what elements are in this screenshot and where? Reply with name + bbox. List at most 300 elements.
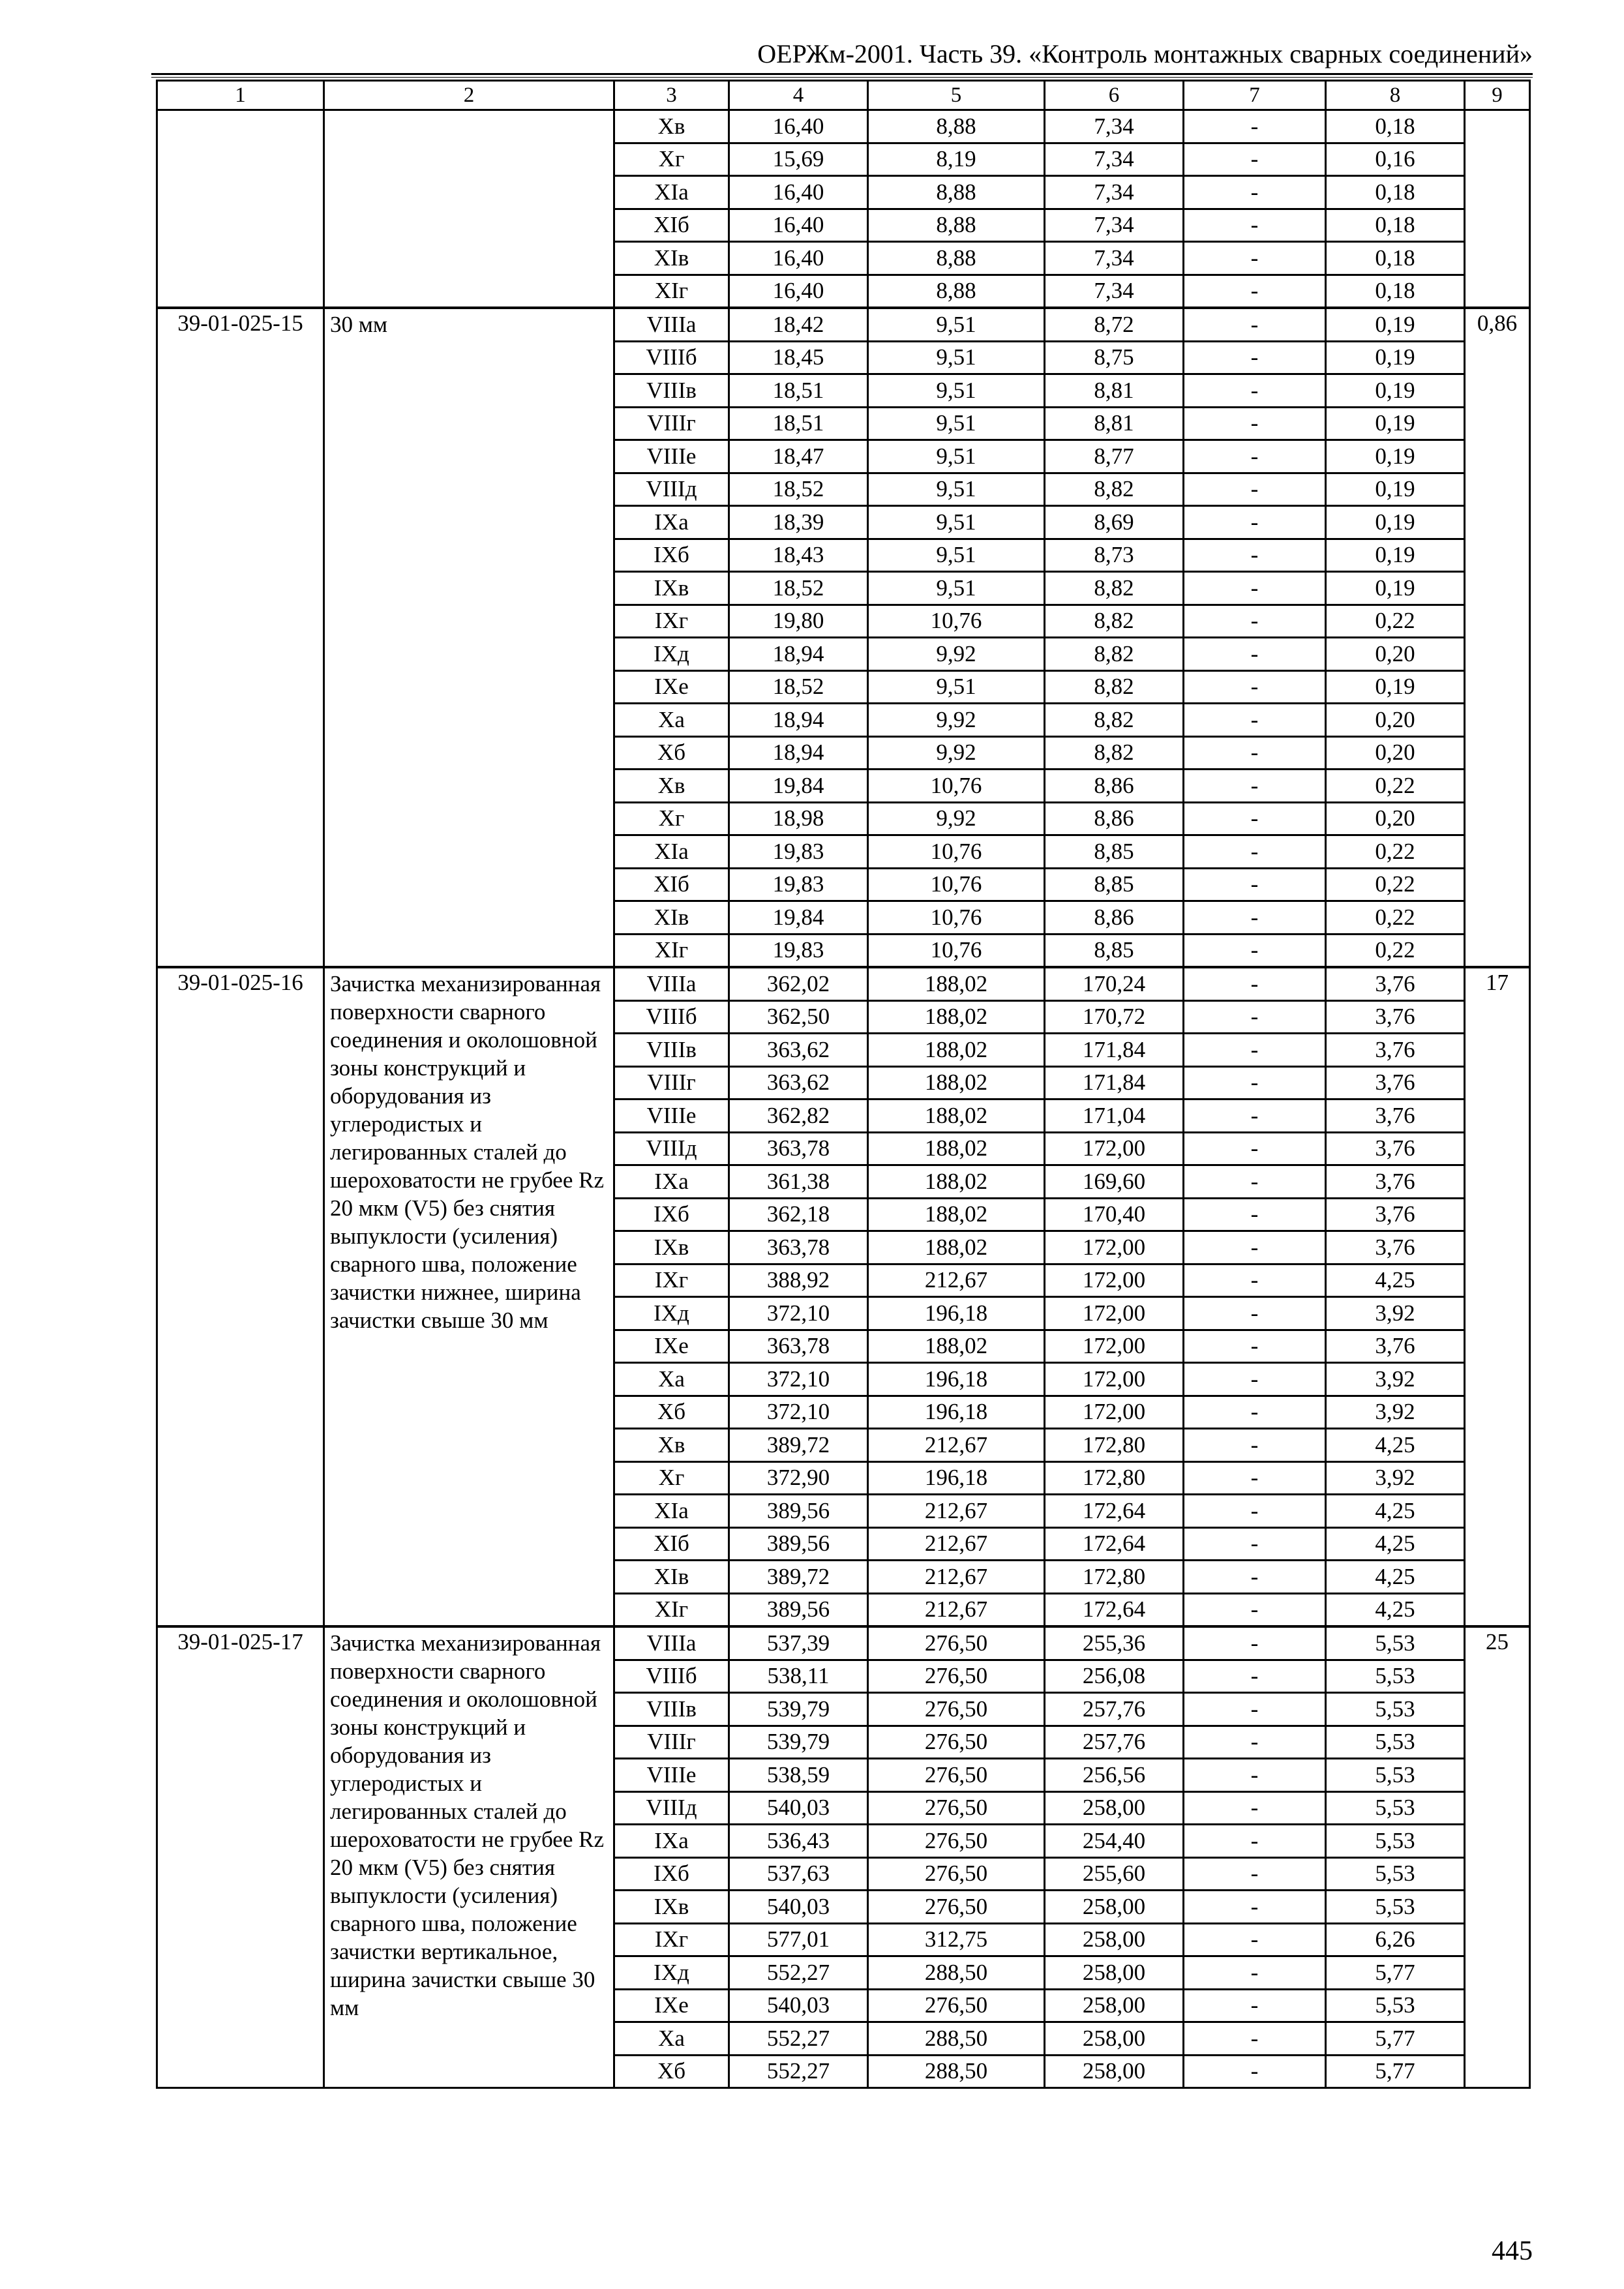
value-col7-cell: - xyxy=(1184,802,1326,835)
value-col5-cell: 188,02 xyxy=(868,967,1045,1000)
value-col6-cell: 8,82 xyxy=(1045,605,1184,638)
value-col6-cell: 172,00 xyxy=(1045,1363,1184,1396)
value-col4-cell: 18,52 xyxy=(729,572,868,605)
value-col8-cell: 3,76 xyxy=(1326,1000,1465,1034)
value-col8-cell: 0,19 xyxy=(1326,308,1465,341)
value-col4-cell: 540,03 xyxy=(729,1891,868,1924)
value-col8-cell: 5,77 xyxy=(1326,2055,1465,2088)
value-col8-cell: 0,19 xyxy=(1326,374,1465,408)
column-number: 8 xyxy=(1326,81,1465,110)
value-col6-cell: 7,34 xyxy=(1045,143,1184,176)
grade-cell: Хв xyxy=(614,110,729,143)
value-col6-cell: 7,34 xyxy=(1045,275,1184,308)
value-col7-cell: - xyxy=(1184,143,1326,176)
value-col8-cell: 5,53 xyxy=(1326,1693,1465,1726)
grade-cell: XIа xyxy=(614,176,729,209)
grade-cell: VIIIд xyxy=(614,1791,729,1825)
value-col6-cell: 256,56 xyxy=(1045,1759,1184,1792)
column-number: 1 xyxy=(157,81,324,110)
value-col5-cell: 9,51 xyxy=(868,572,1045,605)
column9-value-cell xyxy=(1465,110,1530,308)
value-col6-cell: 8,75 xyxy=(1045,341,1184,374)
value-col5-cell: 9,92 xyxy=(868,638,1045,671)
value-col6-cell: 172,64 xyxy=(1045,1593,1184,1626)
value-col8-cell: 3,76 xyxy=(1326,1330,1465,1363)
value-col6-cell: 171,84 xyxy=(1045,1066,1184,1100)
grade-cell: IXа xyxy=(614,1825,729,1858)
value-col4-cell: 363,78 xyxy=(729,1231,868,1264)
value-col4-cell: 539,79 xyxy=(729,1693,868,1726)
value-col5-cell: 9,51 xyxy=(868,473,1045,506)
value-col8-cell: 5,53 xyxy=(1326,1857,1465,1891)
value-col4-cell: 16,40 xyxy=(729,275,868,308)
value-col5-cell: 312,75 xyxy=(868,1923,1045,1956)
grade-cell: Хб xyxy=(614,736,729,770)
value-col8-cell: 3,76 xyxy=(1326,1132,1465,1165)
value-col6-cell: 258,00 xyxy=(1045,1891,1184,1924)
value-col5-cell: 212,67 xyxy=(868,1561,1045,1594)
grade-cell: IXб xyxy=(614,539,729,572)
value-col7-cell: - xyxy=(1184,1495,1326,1528)
value-col8-cell: 0,20 xyxy=(1326,638,1465,671)
value-col4-cell: 552,27 xyxy=(729,1956,868,1990)
value-col7-cell: - xyxy=(1184,1066,1326,1100)
value-col4-cell: 19,84 xyxy=(729,901,868,935)
grade-cell: XIа xyxy=(614,835,729,869)
value-col5-cell: 8,88 xyxy=(868,176,1045,209)
value-col8-cell: 5,53 xyxy=(1326,1626,1465,1660)
grade-cell: VIIIб xyxy=(614,341,729,374)
value-col8-cell: 0,19 xyxy=(1326,572,1465,605)
work-description-cell: Зачистка механизированная поверхности сварного соединения и околошовной зоны конструкций и оборудования из углеродистых и легированных сталей до шероховатости не грубее Rz 20 мкм (V5) без снятия выпуклости (усиления) сварного шва, положение зачистки нижнее, ширина зачистки свыше 30 мм xyxy=(324,967,614,1626)
value-col5-cell: 10,76 xyxy=(868,835,1045,869)
value-col6-cell: 8,85 xyxy=(1045,868,1184,901)
grade-cell: XIа xyxy=(614,1495,729,1528)
value-col5-cell: 8,88 xyxy=(868,275,1045,308)
value-col7-cell: - xyxy=(1184,901,1326,935)
value-col8-cell: 3,92 xyxy=(1326,1297,1465,1330)
value-col5-cell: 212,67 xyxy=(868,1593,1045,1626)
value-col6-cell: 172,00 xyxy=(1045,1132,1184,1165)
value-col7-cell: - xyxy=(1184,736,1326,770)
value-col8-cell: 0,16 xyxy=(1326,143,1465,176)
value-col6-cell: 255,60 xyxy=(1045,1857,1184,1891)
value-col6-cell: 172,00 xyxy=(1045,1297,1184,1330)
value-col7-cell: - xyxy=(1184,1231,1326,1264)
value-col7-cell: - xyxy=(1184,1989,1326,2022)
value-col5-cell: 212,67 xyxy=(868,1264,1045,1297)
value-col4-cell: 18,94 xyxy=(729,704,868,737)
grade-cell: VIIIа xyxy=(614,308,729,341)
value-col4-cell: 552,27 xyxy=(729,2055,868,2088)
value-col7-cell: - xyxy=(1184,934,1326,967)
value-col7-cell: - xyxy=(1184,2022,1326,2056)
value-col5-cell: 212,67 xyxy=(868,1495,1045,1528)
value-col7-cell: - xyxy=(1184,1297,1326,1330)
value-col8-cell: 0,19 xyxy=(1326,407,1465,440)
value-col7-cell: - xyxy=(1184,967,1326,1000)
value-col7-cell: - xyxy=(1184,1660,1326,1693)
value-col6-cell: 170,24 xyxy=(1045,967,1184,1000)
value-col5-cell: 188,02 xyxy=(868,1330,1045,1363)
column9-value-cell: 17 xyxy=(1465,967,1530,1626)
value-col7-cell: - xyxy=(1184,835,1326,869)
value-col8-cell: 3,92 xyxy=(1326,1396,1465,1429)
grade-cell: XIг xyxy=(614,1593,729,1626)
grade-cell: VIIIв xyxy=(614,1693,729,1726)
value-col7-cell: - xyxy=(1184,868,1326,901)
value-col6-cell: 172,80 xyxy=(1045,1561,1184,1594)
grade-cell: Хг xyxy=(614,1461,729,1495)
table-row xyxy=(157,110,1530,143)
value-col5-cell: 276,50 xyxy=(868,1891,1045,1924)
value-col8-cell: 4,25 xyxy=(1326,1593,1465,1626)
value-col6-cell: 255,36 xyxy=(1045,1626,1184,1660)
value-col7-cell: - xyxy=(1184,1132,1326,1165)
value-col7-cell: - xyxy=(1184,440,1326,473)
value-col4-cell: 538,59 xyxy=(729,1759,868,1792)
value-col4-cell: 363,62 xyxy=(729,1034,868,1067)
grade-cell: Хг xyxy=(614,802,729,835)
value-col4-cell: 363,62 xyxy=(729,1066,868,1100)
value-col8-cell: 5,77 xyxy=(1326,2022,1465,2056)
grade-cell: VIIIг xyxy=(614,1726,729,1759)
value-col8-cell: 0,19 xyxy=(1326,440,1465,473)
value-col5-cell: 9,51 xyxy=(868,506,1045,539)
value-col8-cell: 0,18 xyxy=(1326,209,1465,242)
value-col5-cell: 276,50 xyxy=(868,1693,1045,1726)
value-col5-cell: 276,50 xyxy=(868,1857,1045,1891)
grade-cell: IXг xyxy=(614,1923,729,1956)
value-col6-cell: 8,82 xyxy=(1045,736,1184,770)
rate-code-cell: 39-01-025-17 xyxy=(157,1626,324,2088)
value-col6-cell: 169,60 xyxy=(1045,1165,1184,1199)
grade-cell: VIIIе xyxy=(614,440,729,473)
grade-cell: IXб xyxy=(614,1198,729,1231)
grade-cell: XIв xyxy=(614,901,729,935)
value-col6-cell: 8,82 xyxy=(1045,704,1184,737)
rate-code-cell: 39-01-025-16 xyxy=(157,967,324,1626)
header-rule-thick xyxy=(151,73,1533,75)
value-col7-cell: - xyxy=(1184,1461,1326,1495)
value-col7-cell: - xyxy=(1184,1034,1326,1067)
value-col6-cell: 172,64 xyxy=(1045,1527,1184,1561)
value-col6-cell: 257,76 xyxy=(1045,1726,1184,1759)
grade-cell: VIIIг xyxy=(614,407,729,440)
value-col6-cell: 258,00 xyxy=(1045,1989,1184,2022)
value-col6-cell: 8,77 xyxy=(1045,440,1184,473)
value-col4-cell: 362,82 xyxy=(729,1100,868,1133)
value-col6-cell: 8,82 xyxy=(1045,670,1184,704)
value-col4-cell: 18,39 xyxy=(729,506,868,539)
grade-cell: VIIIд xyxy=(614,473,729,506)
value-col7-cell: - xyxy=(1184,605,1326,638)
column-number: 7 xyxy=(1184,81,1326,110)
value-col4-cell: 19,80 xyxy=(729,605,868,638)
grade-cell: VIIIе xyxy=(614,1100,729,1133)
value-col7-cell: - xyxy=(1184,1264,1326,1297)
grade-cell: Хб xyxy=(614,2055,729,2088)
value-col4-cell: 361,38 xyxy=(729,1165,868,1199)
page-number: 445 xyxy=(1492,2236,1533,2266)
value-col5-cell: 9,51 xyxy=(868,440,1045,473)
value-col8-cell: 6,26 xyxy=(1326,1923,1465,1956)
value-col4-cell: 389,72 xyxy=(729,1429,868,1462)
value-col7-cell: - xyxy=(1184,1825,1326,1858)
value-col5-cell: 10,76 xyxy=(868,605,1045,638)
value-col7-cell: - xyxy=(1184,539,1326,572)
value-col7-cell: - xyxy=(1184,308,1326,341)
value-col4-cell: 18,94 xyxy=(729,638,868,671)
value-col8-cell: 0,18 xyxy=(1326,176,1465,209)
value-col5-cell: 9,51 xyxy=(868,374,1045,408)
value-col5-cell: 9,92 xyxy=(868,704,1045,737)
grade-cell: IXв xyxy=(614,1231,729,1264)
value-col7-cell: - xyxy=(1184,1956,1326,1990)
value-col8-cell: 0,19 xyxy=(1326,506,1465,539)
value-col8-cell: 3,92 xyxy=(1326,1363,1465,1396)
value-col7-cell: - xyxy=(1184,1726,1326,1759)
value-col8-cell: 4,25 xyxy=(1326,1429,1465,1462)
value-col6-cell: 172,64 xyxy=(1045,1495,1184,1528)
value-col5-cell: 9,51 xyxy=(868,308,1045,341)
value-col8-cell: 0,20 xyxy=(1326,736,1465,770)
value-col5-cell: 196,18 xyxy=(868,1297,1045,1330)
value-col4-cell: 19,83 xyxy=(729,868,868,901)
value-col8-cell: 5,77 xyxy=(1326,1956,1465,1990)
value-col5-cell: 196,18 xyxy=(868,1461,1045,1495)
value-col5-cell: 276,50 xyxy=(868,1626,1045,1660)
value-col5-cell: 212,67 xyxy=(868,1429,1045,1462)
value-col5-cell: 188,02 xyxy=(868,1165,1045,1199)
value-col7-cell: - xyxy=(1184,1396,1326,1429)
column-number-row xyxy=(157,81,1530,110)
value-col6-cell: 8,73 xyxy=(1045,539,1184,572)
value-col7-cell: - xyxy=(1184,2055,1326,2088)
value-col5-cell: 276,50 xyxy=(868,1825,1045,1858)
value-col8-cell: 0,22 xyxy=(1326,934,1465,967)
value-col6-cell: 7,34 xyxy=(1045,176,1184,209)
value-col6-cell: 8,82 xyxy=(1045,473,1184,506)
value-col5-cell: 288,50 xyxy=(868,1956,1045,1990)
grade-cell: VIIIг xyxy=(614,1066,729,1100)
value-col4-cell: 16,40 xyxy=(729,242,868,275)
value-col5-cell: 188,02 xyxy=(868,1066,1045,1100)
value-col6-cell: 8,82 xyxy=(1045,572,1184,605)
value-col5-cell: 212,67 xyxy=(868,1527,1045,1561)
value-col6-cell: 258,00 xyxy=(1045,2055,1184,2088)
value-col8-cell: 0,22 xyxy=(1326,770,1465,803)
value-col6-cell: 258,00 xyxy=(1045,1923,1184,1956)
value-col7-cell: - xyxy=(1184,1000,1326,1034)
value-col8-cell: 0,22 xyxy=(1326,605,1465,638)
value-col4-cell: 540,03 xyxy=(729,1989,868,2022)
value-col4-cell: 389,56 xyxy=(729,1593,868,1626)
value-col8-cell: 4,25 xyxy=(1326,1264,1465,1297)
value-col7-cell: - xyxy=(1184,374,1326,408)
value-col4-cell: 372,90 xyxy=(729,1461,868,1495)
value-col6-cell: 8,81 xyxy=(1045,407,1184,440)
value-col7-cell: - xyxy=(1184,176,1326,209)
grade-cell: Хб xyxy=(614,1396,729,1429)
value-col8-cell: 5,53 xyxy=(1326,1726,1465,1759)
value-col4-cell: 18,94 xyxy=(729,736,868,770)
grade-cell: XIб xyxy=(614,1527,729,1561)
value-col6-cell: 8,69 xyxy=(1045,506,1184,539)
grade-cell: IXг xyxy=(614,1264,729,1297)
value-col8-cell: 5,53 xyxy=(1326,1791,1465,1825)
value-col8-cell: 0,20 xyxy=(1326,704,1465,737)
grade-cell: XIг xyxy=(614,934,729,967)
grade-cell: Хв xyxy=(614,770,729,803)
value-col5-cell: 276,50 xyxy=(868,1759,1045,1792)
value-col4-cell: 363,78 xyxy=(729,1330,868,1363)
value-col5-cell: 9,92 xyxy=(868,802,1045,835)
table-body xyxy=(157,81,1530,2088)
value-col4-cell: 18,51 xyxy=(729,407,868,440)
value-col4-cell: 18,47 xyxy=(729,440,868,473)
value-col8-cell: 0,20 xyxy=(1326,802,1465,835)
value-col8-cell: 3,76 xyxy=(1326,967,1465,1000)
value-col4-cell: 18,42 xyxy=(729,308,868,341)
value-col5-cell: 9,51 xyxy=(868,670,1045,704)
value-col8-cell: 4,25 xyxy=(1326,1527,1465,1561)
value-col4-cell: 18,98 xyxy=(729,802,868,835)
value-col7-cell: - xyxy=(1184,1923,1326,1956)
value-col8-cell: 3,92 xyxy=(1326,1461,1465,1495)
value-col7-cell: - xyxy=(1184,572,1326,605)
value-col6-cell: 8,81 xyxy=(1045,374,1184,408)
value-col7-cell: - xyxy=(1184,1198,1326,1231)
value-col5-cell: 10,76 xyxy=(868,901,1045,935)
value-col6-cell: 170,72 xyxy=(1045,1000,1184,1034)
value-col4-cell: 18,51 xyxy=(729,374,868,408)
value-col8-cell: 5,53 xyxy=(1326,1891,1465,1924)
column-number: 6 xyxy=(1045,81,1184,110)
value-col6-cell: 172,00 xyxy=(1045,1264,1184,1297)
value-col8-cell: 5,53 xyxy=(1326,1825,1465,1858)
grade-cell: VIIIб xyxy=(614,1000,729,1034)
grade-cell: VIIIв xyxy=(614,374,729,408)
value-col4-cell: 538,11 xyxy=(729,1660,868,1693)
work-description-cell xyxy=(324,110,614,308)
value-col6-cell: 8,82 xyxy=(1045,638,1184,671)
value-col5-cell: 9,51 xyxy=(868,341,1045,374)
value-col6-cell: 8,85 xyxy=(1045,934,1184,967)
grade-cell: VIIIе xyxy=(614,1759,729,1792)
grade-cell: VIIIа xyxy=(614,1626,729,1660)
column9-value-cell: 0,86 xyxy=(1465,308,1530,967)
value-col6-cell: 172,00 xyxy=(1045,1396,1184,1429)
value-col4-cell: 389,72 xyxy=(729,1561,868,1594)
value-col8-cell: 3,76 xyxy=(1326,1066,1465,1100)
value-col6-cell: 258,00 xyxy=(1045,1956,1184,1990)
value-col8-cell: 0,19 xyxy=(1326,539,1465,572)
value-col4-cell: 15,69 xyxy=(729,143,868,176)
value-col5-cell: 188,02 xyxy=(868,1100,1045,1133)
grade-cell: IXв xyxy=(614,572,729,605)
grade-cell: XIб xyxy=(614,868,729,901)
grade-cell: IXг xyxy=(614,605,729,638)
value-col7-cell: - xyxy=(1184,1857,1326,1891)
grade-cell: Хв xyxy=(614,1429,729,1462)
work-description-cell: Зачистка механизированная поверхности сварного соединения и околошовной зоны конструкций и оборудования из углеродистых и легированных сталей до шероховатости не грубее Rz 20 мкм (V5) без снятия выпуклости (усиления) сварного шва, положение зачистки вертикальное, ширина зачистки свыше 30 мм xyxy=(324,1626,614,2088)
value-col7-cell: - xyxy=(1184,1626,1326,1660)
value-col4-cell: 372,10 xyxy=(729,1396,868,1429)
grade-cell: IXб xyxy=(614,1857,729,1891)
value-col7-cell: - xyxy=(1184,1527,1326,1561)
value-col4-cell: 18,52 xyxy=(729,473,868,506)
value-col5-cell: 188,02 xyxy=(868,1198,1045,1231)
value-col7-cell: - xyxy=(1184,1330,1326,1363)
value-col7-cell: - xyxy=(1184,1759,1326,1792)
value-col5-cell: 276,50 xyxy=(868,1726,1045,1759)
value-col7-cell: - xyxy=(1184,1593,1326,1626)
value-col7-cell: - xyxy=(1184,1429,1326,1462)
value-col4-cell: 362,18 xyxy=(729,1198,868,1231)
value-col4-cell: 18,45 xyxy=(729,341,868,374)
value-col7-cell: - xyxy=(1184,1891,1326,1924)
value-col7-cell: - xyxy=(1184,670,1326,704)
value-col8-cell: 4,25 xyxy=(1326,1495,1465,1528)
value-col4-cell: 389,56 xyxy=(729,1527,868,1561)
value-col4-cell: 19,83 xyxy=(729,934,868,967)
value-col8-cell: 3,76 xyxy=(1326,1034,1465,1067)
value-col4-cell: 363,78 xyxy=(729,1132,868,1165)
grade-cell: IXд xyxy=(614,1956,729,1990)
value-col5-cell: 288,50 xyxy=(868,2055,1045,2088)
value-col5-cell: 276,50 xyxy=(868,1989,1045,2022)
value-col4-cell: 577,01 xyxy=(729,1923,868,1956)
value-col5-cell: 10,76 xyxy=(868,934,1045,967)
value-col4-cell: 16,40 xyxy=(729,110,868,143)
grade-cell: Ха xyxy=(614,2022,729,2056)
running-header: ОЕРЖм-2001. Часть 39. «Контроль монтажных сварных соединений» xyxy=(757,39,1533,68)
column-number: 9 xyxy=(1465,81,1530,110)
grade-cell: VIIIд xyxy=(614,1132,729,1165)
value-col8-cell: 0,19 xyxy=(1326,341,1465,374)
value-col7-cell: - xyxy=(1184,638,1326,671)
column-number: 5 xyxy=(868,81,1045,110)
value-col4-cell: 372,10 xyxy=(729,1363,868,1396)
value-col4-cell: 18,52 xyxy=(729,670,868,704)
value-col5-cell: 8,88 xyxy=(868,110,1045,143)
value-col5-cell: 188,02 xyxy=(868,1034,1045,1067)
value-col6-cell: 256,08 xyxy=(1045,1660,1184,1693)
value-col6-cell: 7,34 xyxy=(1045,242,1184,275)
value-col8-cell: 0,22 xyxy=(1326,901,1465,935)
value-col6-cell: 258,00 xyxy=(1045,1791,1184,1825)
value-col7-cell: - xyxy=(1184,1100,1326,1133)
value-col4-cell: 16,40 xyxy=(729,176,868,209)
value-col5-cell: 10,76 xyxy=(868,868,1045,901)
value-col6-cell: 8,85 xyxy=(1045,835,1184,869)
value-col4-cell: 19,83 xyxy=(729,835,868,869)
value-col6-cell: 8,86 xyxy=(1045,901,1184,935)
grade-cell: IXд xyxy=(614,638,729,671)
value-col7-cell: - xyxy=(1184,473,1326,506)
value-col4-cell: 362,02 xyxy=(729,967,868,1000)
value-col8-cell: 0,19 xyxy=(1326,473,1465,506)
value-col7-cell: - xyxy=(1184,1363,1326,1396)
value-col7-cell: - xyxy=(1184,506,1326,539)
value-col7-cell: - xyxy=(1184,1791,1326,1825)
work-description-cell: 30 мм xyxy=(324,308,614,967)
value-col5-cell: 188,02 xyxy=(868,1231,1045,1264)
value-col5-cell: 276,50 xyxy=(868,1660,1045,1693)
grade-cell: XIв xyxy=(614,242,729,275)
grade-cell: IXд xyxy=(614,1297,729,1330)
